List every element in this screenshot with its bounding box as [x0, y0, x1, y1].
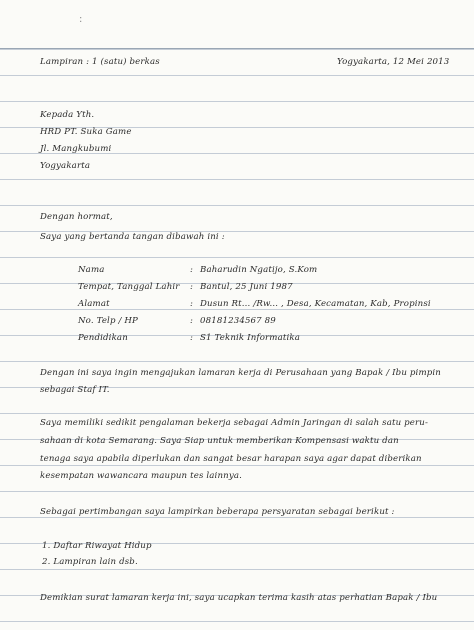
attachment-item-1: 1. Daftar Riwayat Hidup — [42, 541, 152, 551]
closing-line: Demikian surat lamaran kerja ini, saya ucapkan terima kasih atas perhatian Bapak / Ibu — [40, 593, 438, 603]
identity-label-name: Nama — [78, 265, 105, 275]
identity-colon: : — [190, 316, 194, 326]
attachment-count-line: Lampiran : 1 (satu) berkas — [40, 57, 160, 67]
identity-colon: : — [190, 265, 194, 275]
intro-line: Saya yang bertanda tangan dibawah ini : — [40, 232, 225, 242]
identity-colon: : — [190, 282, 194, 292]
identity-label-phone: No. Telp / HP — [78, 316, 138, 326]
recipient-line-1: Kepada Yth. — [40, 110, 95, 120]
paragraph-1-line-2: sebagai Staf IT. — [40, 385, 110, 395]
identity-value-name: Baharudin Ngatijo, S.Kom — [200, 265, 318, 275]
recipient-line-3: Jl. Mangkubumi — [40, 144, 112, 154]
recipient-line-2: HRD PT. Suka Game — [40, 127, 132, 137]
paragraph-2-line-1: Saya memiliki sedikit pengalaman bekerja sebagai Admin Jaringan di salah satu peru- — [40, 418, 429, 428]
recipient-line-4: Yogyakarta — [40, 161, 91, 171]
identity-colon: : — [190, 333, 194, 343]
place-date: Yogyakarta, 12 Mei 2013 — [337, 57, 450, 67]
identity-label-birth: Tempat, Tanggal Lahir — [78, 282, 180, 292]
identity-value-birth: Bantul, 25 Juni 1987 — [200, 282, 293, 292]
greeting: Dengan hormat, — [40, 212, 113, 222]
attachment-item-2: 2. Lampiran lain dsb. — [42, 557, 138, 567]
paragraph-2-line-2: sahaan di kota Semarang. Saya Siap untuk memberikan Kompensasi waktu dan — [40, 436, 399, 446]
paragraph-3: Sebagai pertimbangan saya lampirkan beberapa persyaratan sebagai berikut : — [40, 507, 395, 517]
identity-label-education: Pendidikan — [78, 333, 128, 343]
identity-colon: : — [190, 299, 194, 309]
paragraph-2-line-3: tenaga saya apabila diperlukan dan sangat besar harapan saya agar dapat diberikan — [40, 454, 422, 464]
identity-value-education: S1 Teknik Informatika — [200, 333, 301, 343]
identity-value-phone: 08181234567 89 — [200, 316, 276, 326]
identity-value-address: Dusun Rt... /Rw... , Desa, Kecamatan, Kab, Propinsi — [200, 299, 431, 309]
identity-label-address: Alamat — [78, 299, 110, 309]
paragraph-1-line-1: Dengan ini saya ingin mengajukan lamaran kerja di Perusahaan yang Bapak / Ibu pimpin — [40, 368, 441, 378]
paragraph-2-line-4: kesempatan wawancara maupun tes lainnya. — [40, 471, 242, 481]
binder-hole-mark: : — [79, 14, 83, 25]
paper-top-margin — [0, 0, 474, 49]
